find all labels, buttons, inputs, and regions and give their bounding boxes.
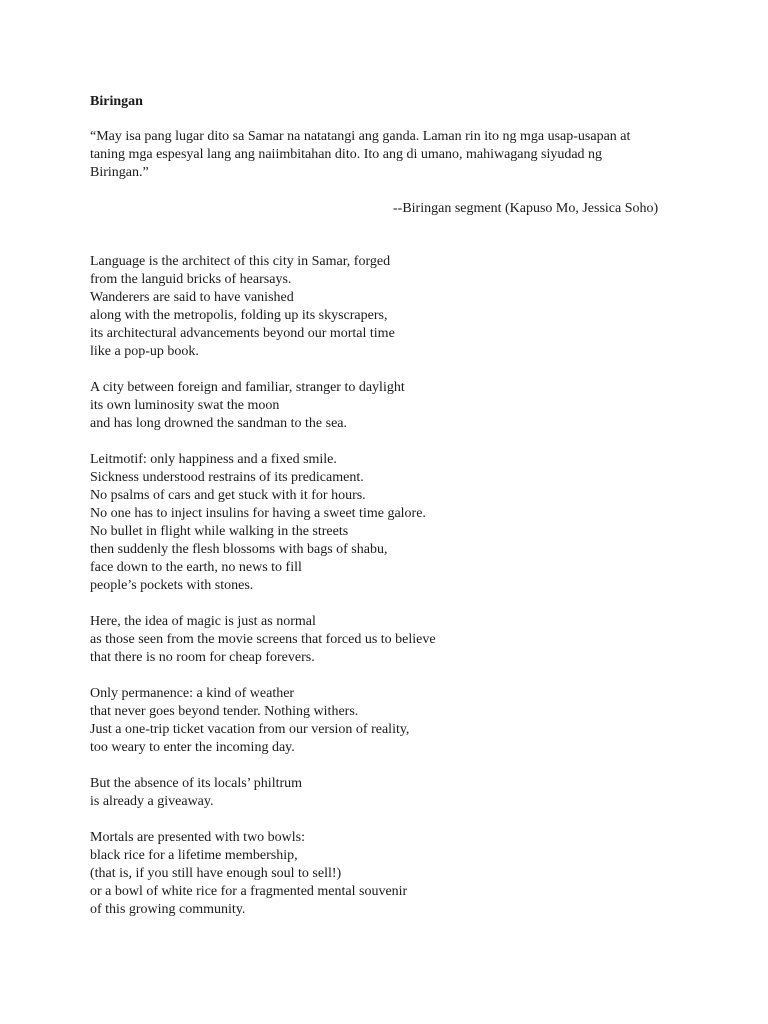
poem-line: Mortals are presented with two bowls:: [90, 830, 306, 845]
poem-line: along with the metropolis, folding up its skyscrapers,: [90, 308, 388, 323]
poem-stanza: [90, 253, 690, 361]
poem-line: its own luminosity swat the moon: [90, 398, 280, 413]
poem-stanza: [90, 451, 690, 595]
poem-line: is already a giveaway.: [90, 794, 214, 809]
poem-stanza: [90, 775, 690, 811]
poem-line: Leitmotif: only happiness and a fixed smile.: [90, 452, 337, 467]
poem-line: Just a one-trip ticket vacation from our version of reality,: [90, 722, 410, 737]
poem-line: A city between foreign and familiar, stranger to daylight: [90, 380, 405, 395]
poem-line: Language is the architect of this city in Samar, forged: [90, 254, 391, 269]
poem-line: people’s pockets with stones.: [90, 578, 254, 593]
poem-stanza: [90, 829, 690, 919]
poem-line: Only permanence: a kind of weather: [90, 686, 295, 701]
poem-line: or a bowl of white rice for a fragmented mental souvenir: [90, 884, 408, 899]
poem-line: and has long drowned the sandman to the sea.: [90, 416, 347, 431]
poem-line: face down to the earth, no news to fill: [90, 560, 302, 575]
poem-stanza: [90, 613, 690, 667]
poem-line: that never goes beyond tender. Nothing withers.: [90, 704, 359, 719]
poem-line: black rice for a lifetime membership,: [90, 848, 298, 863]
document-title: Biringan: [90, 94, 143, 109]
poem-stanza: [90, 685, 690, 757]
poem-line: (that is, if you still have enough soul to sell!): [90, 866, 342, 881]
poem-line: Wanderers are said to have vanished: [90, 290, 294, 305]
epigraph-line: “May isa pang lugar dito sa Samar na natatangi ang ganda. Laman rin ito ng mga usap-usapan at: [90, 129, 631, 144]
poem-line: as those seen from the movie screens that forced us to believe: [90, 632, 436, 647]
poem-line: Sickness understood restrains of its predicament.: [90, 470, 364, 485]
poem-line: that there is no room for cheap forevers.: [90, 650, 315, 665]
poem-line: of this growing community.: [90, 902, 246, 917]
epigraph-line: Biringan.”: [90, 165, 149, 180]
poem-line: then suddenly the flesh blossoms with bags of shabu,: [90, 542, 388, 557]
poem-line: No one has to inject insulins for having a sweet time galore.: [90, 506, 426, 521]
poem-line: like a pop-up book.: [90, 344, 199, 359]
poem-line: No psalms of cars and get stuck with it for hours.: [90, 488, 366, 503]
poem-line: But the absence of its locals’ philtrum: [90, 776, 303, 791]
epigraph-line: taning mga espesyal lang ang naiimbitahan dito. Ito ang di umano, mahiwagang siyudad ng: [90, 147, 603, 162]
poem-stanza: [90, 379, 690, 433]
poem-line: too weary to enter the incoming day.: [90, 740, 295, 755]
poem-line: its architectural advancements beyond our mortal time: [90, 326, 395, 341]
epigraph-quote: [90, 128, 700, 182]
epigraph-attribution: --Biringan segment (Kapuso Mo, Jessica Soho): [393, 201, 659, 216]
poem-body: [90, 253, 690, 937]
poem-line: Here, the idea of magic is just as normal: [90, 614, 316, 629]
poem-line: from the languid bricks of hearsays.: [90, 272, 292, 287]
poem-line: No bullet in flight while walking in the streets: [90, 524, 349, 539]
